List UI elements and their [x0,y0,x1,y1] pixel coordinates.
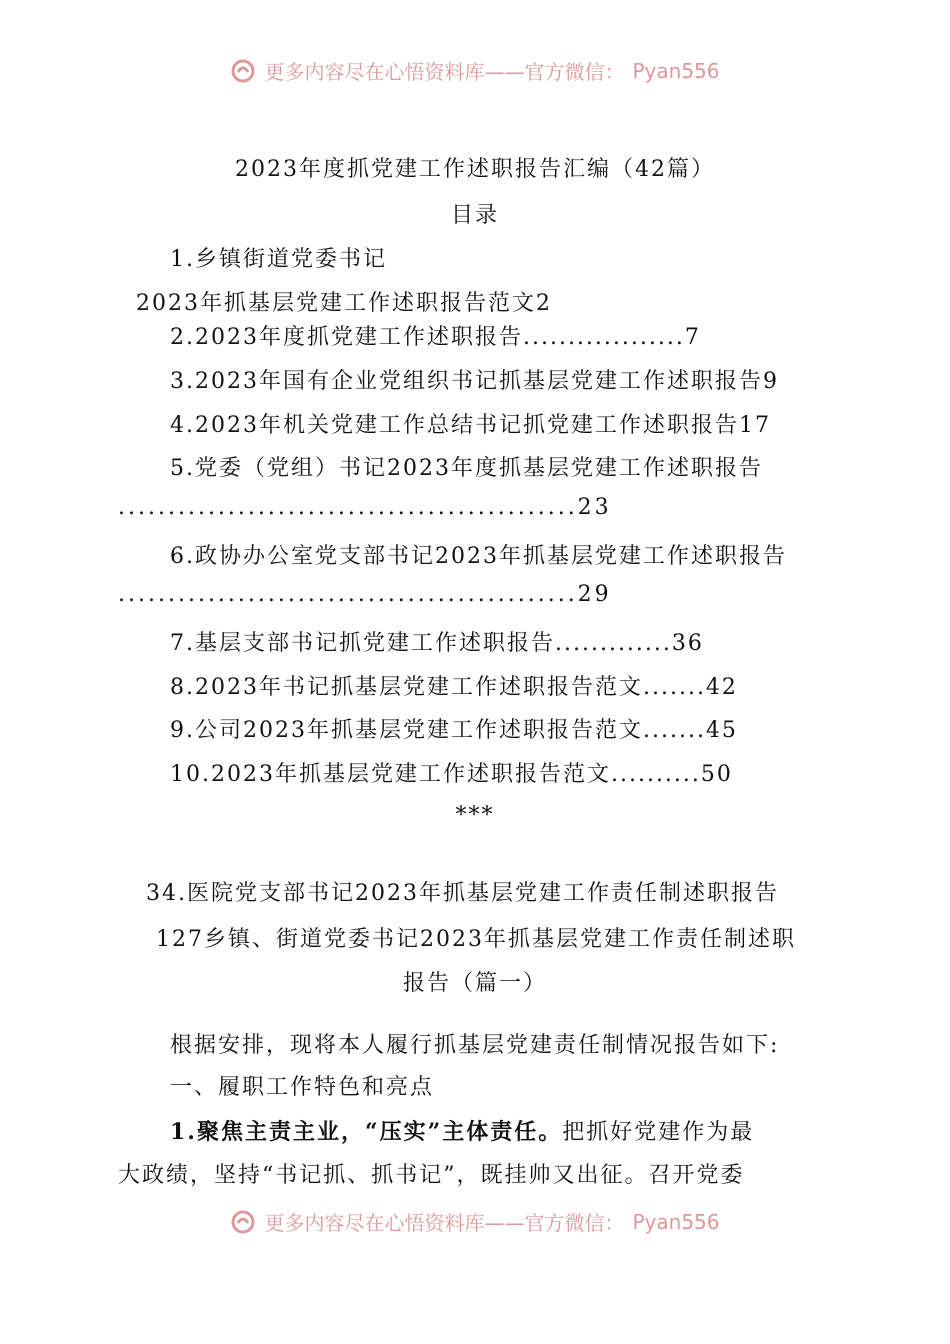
toc-item-4: 4.2023年机关党建工作总结书记抓党建工作述职报告17 [170,413,771,438]
entry-127: 127乡镇、街道党委书记2023年抓基层党建工作责任制述职 [156,927,796,952]
section-heading-1: 一、履职工作特色和亮点 [170,1075,435,1100]
toc-heading: 目录 [450,203,499,228]
watermark-id: Pyan556 [632,58,720,83]
intro-paragraph: 根据安排，现将本人履行抓基层党建责任制情况报告如下: [170,1033,780,1058]
toc-item-10: 10.2023年抓基层党建工作述职报告范文..........50 [170,762,733,787]
toc-item-2: 2.2023年度抓党建工作述职报告..................7 [170,325,701,350]
watermark-text: 更多内容尽在心悟资料库——官方微信： [264,60,625,84]
document-title: 2023年度抓党建工作述职报告汇编（42篇） [235,157,715,182]
watermark-id: Pyan556 [632,1209,720,1234]
toc-item-6a: 6.政协办公室党支部书记2023年抓基层党建工作述职报告 [170,544,787,569]
toc-item-7: 7.基层支部书记抓党建工作述职报告.............36 [170,631,704,656]
toc-item-1a: 1.乡镇街道党委书记 [170,247,387,272]
point-1-line-2: 大政绩，坚持“书记抓、抓书记”，既挂帅又出征。召开党委 [118,1163,745,1188]
point-1-heading: 1.聚焦主责主业，“压实”主体责任。 [170,1119,563,1145]
toc-item-3: 3.2023年国有企业党组织书记抓基层党建工作述职报告9 [170,369,779,394]
watermark-logo-icon [230,1209,256,1235]
toc-item-9: 9.公司2023年抓基层党建工作述职报告范文.......45 [170,718,738,743]
toc-item-5b: ..............................................23 [118,495,612,520]
entry-127-continued: 报告（篇一） [402,971,547,996]
toc-item-5a: 5.党委（党组）书记2023年度抓基层党建工作述职报告 [170,456,763,481]
watermark-text: 更多内容尽在心悟资料库——官方微信： [264,1211,625,1235]
watermark-top [0,56,950,85]
entry-34: 34.医院党支部书记2023年抓基层党建工作责任制述职报告 [146,881,779,906]
toc-item-6b: ..............................................29 [118,582,612,607]
point-1-text: 把抓好党建作为最 [562,1120,755,1145]
watermark-logo-icon [230,58,256,84]
watermark-bottom [0,1207,950,1236]
toc-separator: *** [455,803,495,828]
point-1-line-1 [170,1115,754,1146]
toc-item-8: 8.2023年书记抓基层党建工作述职报告范文.......42 [170,675,738,700]
toc-item-1b: 2023年抓基层党建工作述职报告范文2 [136,291,552,316]
